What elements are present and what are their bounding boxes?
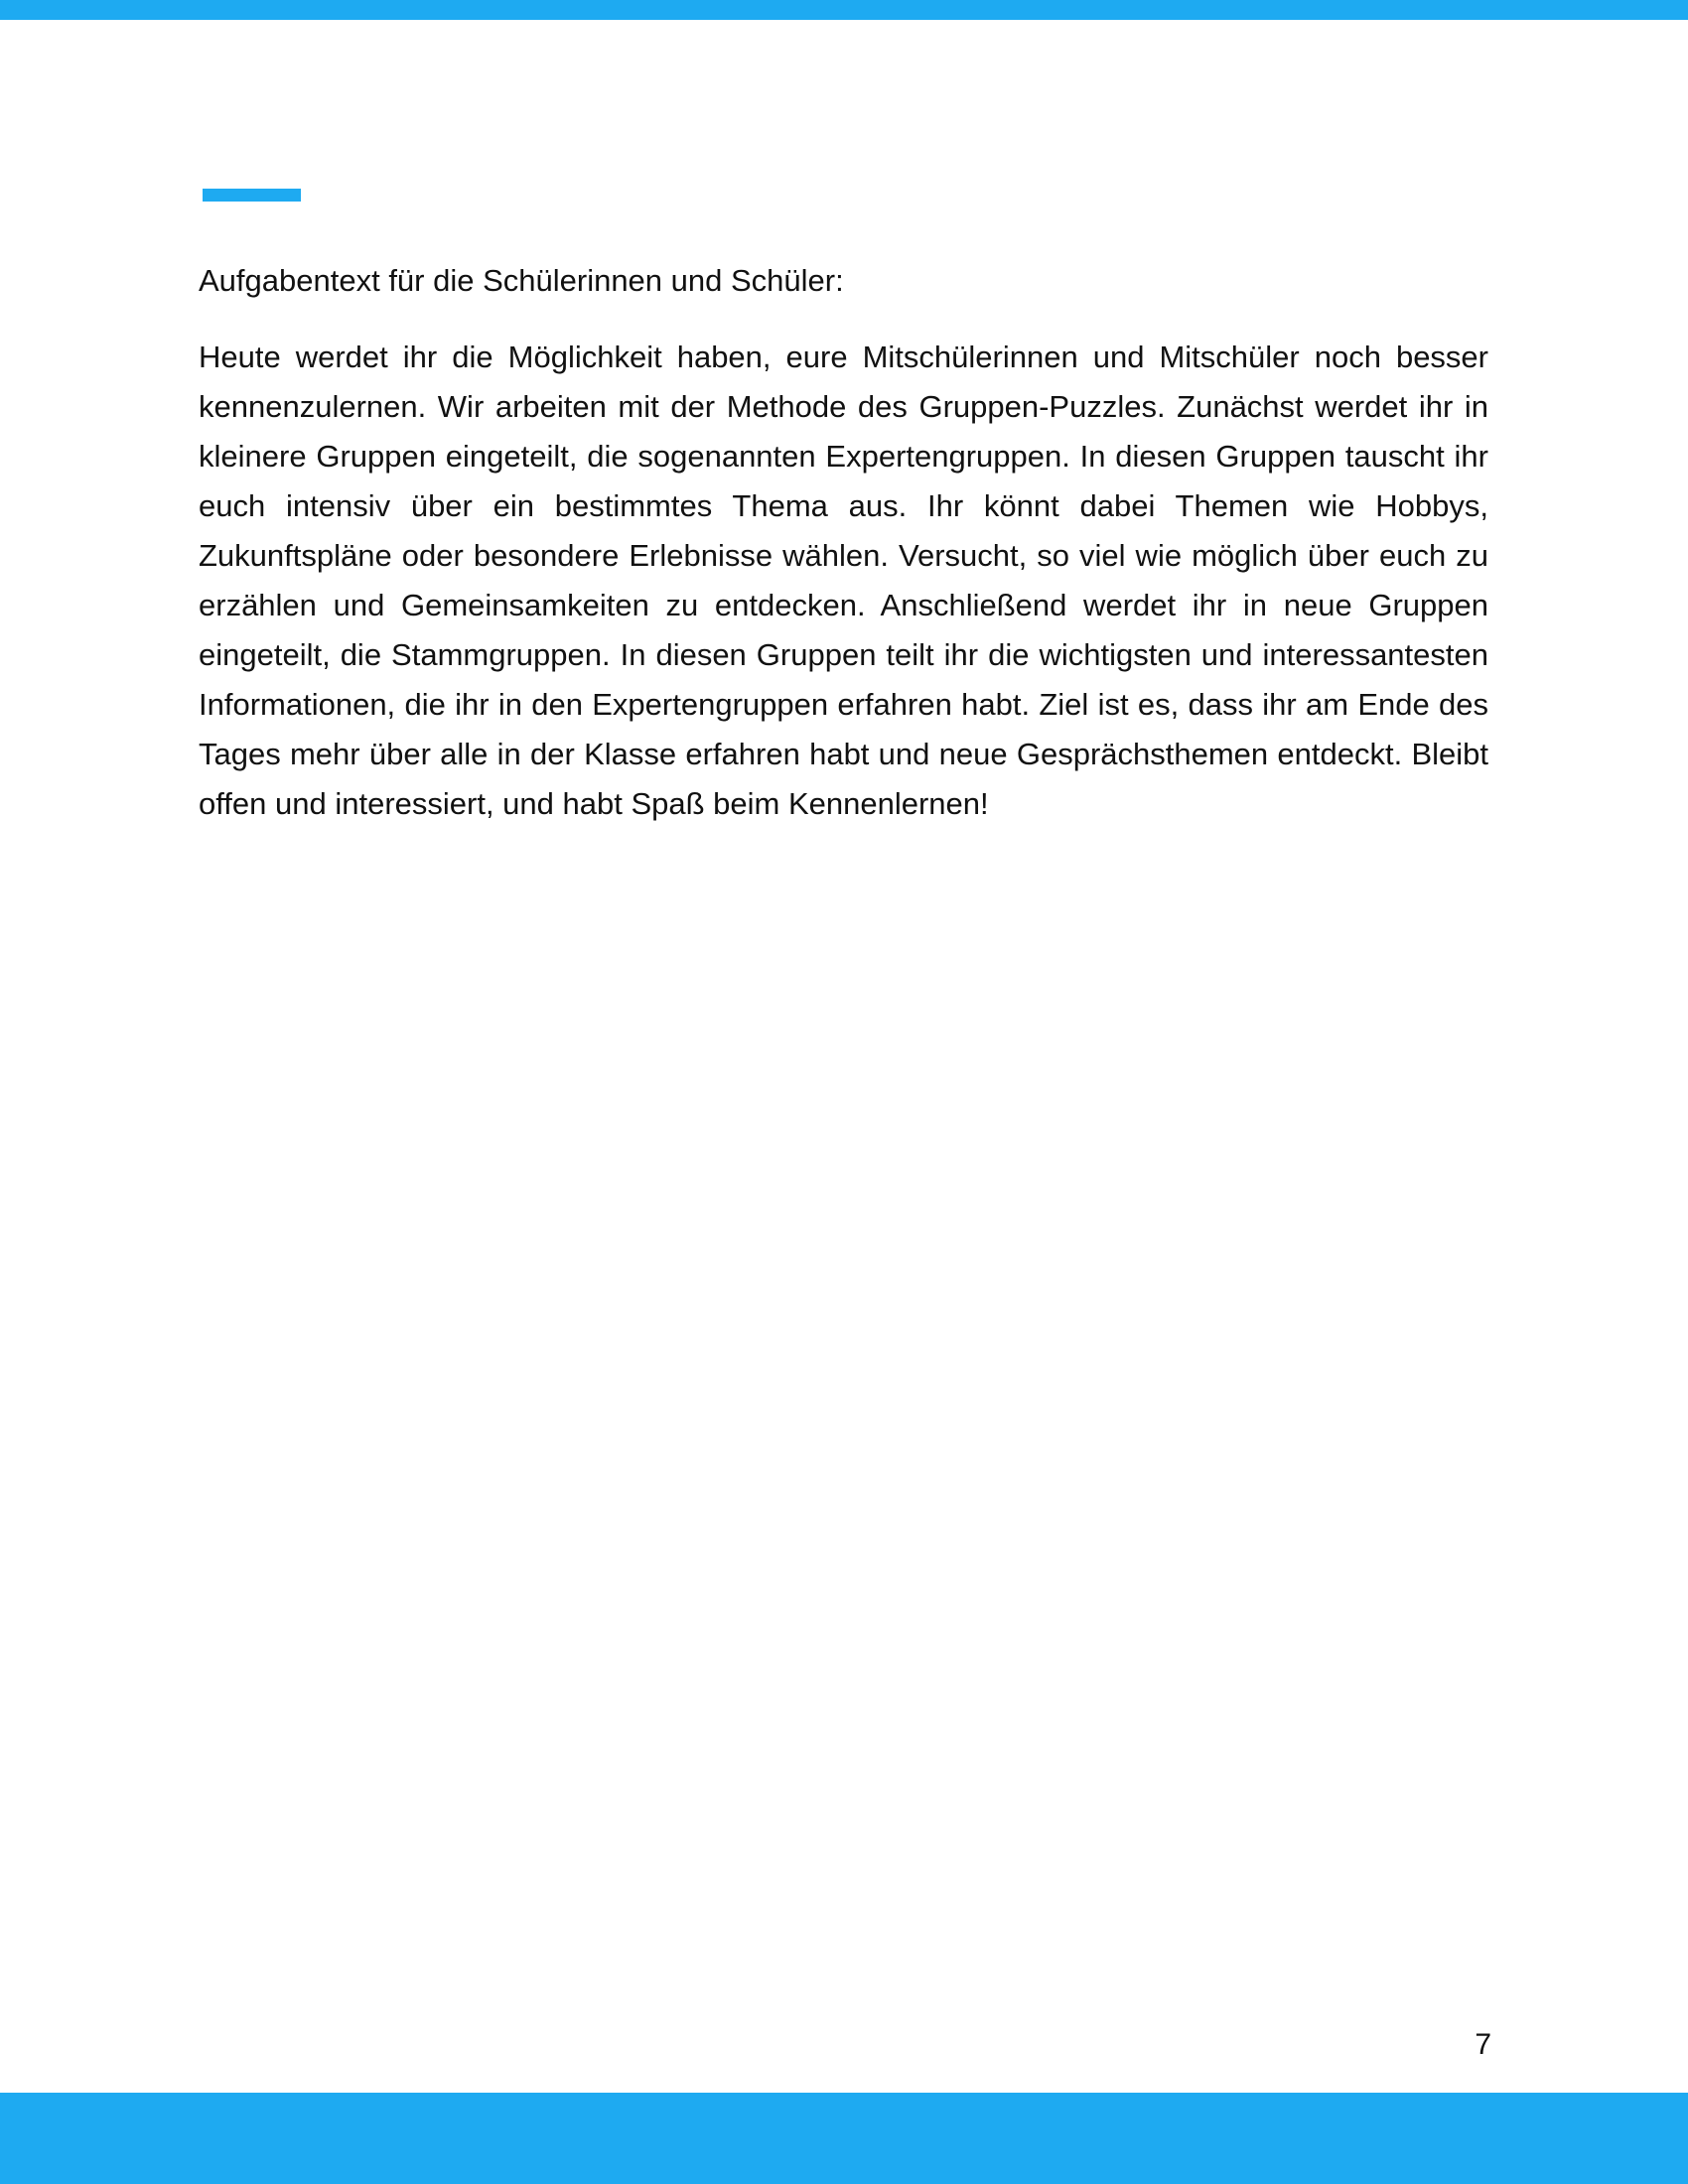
top-accent-bar	[0, 0, 1688, 20]
page-number: 7	[1475, 2028, 1491, 2061]
task-intro-heading: Aufgabentext für die Schülerinnen und Schüler:	[199, 263, 844, 298]
task-body-paragraph: Heute werdet ihr die Möglichkeit haben, eure Mitschülerinnen und Mitschüler noch besser kennenzulernen. Wir arbeiten mit der Methode des Gruppen-Puzzles. Zunächst werdet ihr in kleinere Gruppen eingeteilt, die sogenannten Expertengruppen. In diesen Gruppen tauscht ihr euch intensiv über ein bestimmtes Thema aus. Ihr könnt dabei Themen wie Hobbys, Zukunftspläne oder besondere Erlebnisse wählen. Versucht, so viel wie möglich über euch zu erzählen und Gemeinsamkeiten zu entdecken. Anschließend werdet ihr in neue Gruppen eingeteilt, die Stammgruppen. In diesen Gruppen teilt ihr die wichtigsten und interessantesten Informationen, die ihr in den Expertengruppen erfahren habt. Ziel ist es, dass ihr am Ende des Tages mehr über alle in der Klasse erfahren habt und neue Gesprächsthemen entdeckt. Bleibt offen und interessiert, und habt Spaß beim Kennenlernen!	[199, 340, 1488, 821]
bottom-accent-bar	[0, 2093, 1688, 2184]
section-accent-dash	[203, 189, 301, 202]
document-content	[199, 256, 1488, 829]
